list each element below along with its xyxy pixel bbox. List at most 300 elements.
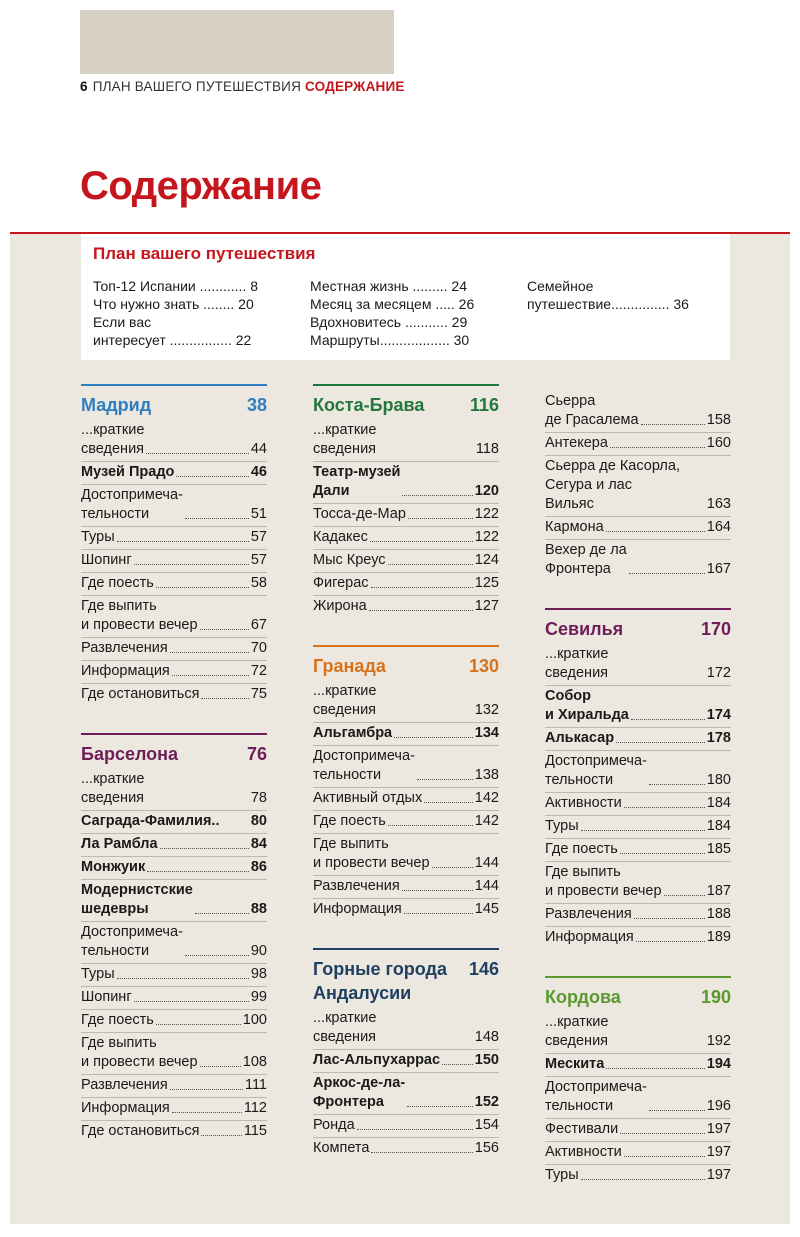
entry-page: 86 <box>250 859 267 875</box>
entry-title: Кармона <box>545 519 604 535</box>
dot-leader <box>160 848 249 849</box>
entry-page: 84 <box>250 836 267 852</box>
entry-page: 99 <box>250 989 267 1005</box>
section-title: Мадрид <box>81 395 152 415</box>
toc-section <box>545 391 731 581</box>
dot-leader <box>634 918 705 919</box>
entry-title: Развлечения <box>545 906 632 922</box>
dot-leader <box>417 779 473 780</box>
entry-page: 154 <box>474 1117 499 1133</box>
toc-entry[interactable] <box>545 1119 731 1142</box>
entry-title: Где поесть <box>313 813 386 829</box>
toc-entry[interactable] <box>545 517 731 540</box>
section-title: Гранада <box>313 656 386 676</box>
toc-entry[interactable] <box>81 527 267 550</box>
entry-title: Где остановиться <box>81 1123 200 1139</box>
toc-entry[interactable] <box>313 876 499 899</box>
toc-entry[interactable] <box>81 420 267 462</box>
toc-section <box>313 948 499 1160</box>
toc-entry[interactable] <box>81 684 267 706</box>
entry-title: Информация <box>81 663 170 679</box>
entry-page: 178 <box>706 730 731 746</box>
dot-leader <box>636 941 705 942</box>
section-heading[interactable] <box>545 608 731 644</box>
entry-page: 122 <box>474 506 499 522</box>
entry-page: 111 <box>244 1077 267 1093</box>
toc-entry[interactable] <box>313 681 499 723</box>
page-number: 6 <box>80 79 88 94</box>
entry-page: 134 <box>474 725 499 741</box>
plan-line[interactable]: Местная жизнь ......... 24 <box>310 278 467 294</box>
toc-entry[interactable] <box>81 987 267 1010</box>
entry-page: 145 <box>474 901 499 917</box>
entry-title: Где выпить и провести вечер <box>545 864 662 899</box>
toc-entry[interactable] <box>313 834 499 876</box>
dot-leader <box>156 587 249 588</box>
dot-leader <box>170 652 249 653</box>
entry-title: Аркос-де-ла- Фронтера <box>313 1075 406 1110</box>
plan-line[interactable]: интересует ................ 22 <box>93 332 252 348</box>
dot-leader <box>201 698 248 699</box>
dot-leader <box>200 1066 241 1067</box>
entry-title: Фигерас <box>313 575 369 591</box>
dot-leader <box>620 1133 705 1134</box>
dot-leader <box>156 1024 241 1025</box>
dot-leader <box>117 541 249 542</box>
toc-entry[interactable] <box>545 816 731 839</box>
entry-page: 158 <box>706 412 731 428</box>
toc-column-1 <box>81 384 267 1170</box>
entry-title: Саграда-Фамилия.. <box>81 813 220 829</box>
toc-entry[interactable] <box>545 862 731 904</box>
toc-entry[interactable] <box>81 638 267 661</box>
entry-page: 138 <box>474 767 499 783</box>
entry-page: 142 <box>474 813 499 829</box>
dot-leader <box>185 955 249 956</box>
dot-leader <box>432 867 473 868</box>
dot-leader <box>624 1156 705 1157</box>
toc-entry[interactable] <box>81 1010 267 1033</box>
toc-entry[interactable] <box>313 746 499 788</box>
dot-leader <box>147 871 249 872</box>
dot-leader <box>185 518 249 519</box>
entry-page: 197 <box>706 1144 731 1160</box>
dot-leader <box>649 1110 705 1111</box>
entry-title: Достопримеча- тельности <box>81 487 183 522</box>
section-heading[interactable] <box>545 976 731 1012</box>
toc-entry[interactable] <box>81 661 267 684</box>
entry-page: 118 <box>475 441 499 457</box>
entry-page: 70 <box>250 640 267 656</box>
section-heading[interactable] <box>313 948 499 1008</box>
toc-entry[interactable] <box>81 1075 267 1098</box>
section-page: 146 <box>468 959 499 979</box>
dot-leader <box>629 573 705 574</box>
dot-leader <box>134 564 249 565</box>
entry-page: 44 <box>250 441 267 457</box>
dot-leader <box>407 1106 473 1107</box>
entry-title: Лас-Альпухаррас <box>313 1052 441 1068</box>
entry-title: Где выпить и провести вечер <box>313 836 430 871</box>
entry-title: Модернистские шедевры <box>81 882 193 917</box>
entry-page: 100 <box>242 1012 267 1028</box>
entry-page: 67 <box>250 617 267 633</box>
entry-title: Тосса-де-Мар <box>313 506 406 522</box>
toc-section <box>81 384 267 706</box>
entry-page: 185 <box>706 841 731 857</box>
entry-page: 196 <box>706 1098 731 1114</box>
dot-leader <box>424 802 473 803</box>
toc-entry[interactable] <box>545 433 731 456</box>
entry-page: 160 <box>706 435 731 451</box>
toc-entry[interactable] <box>545 1142 731 1165</box>
toc-entry[interactable] <box>545 1077 731 1119</box>
entry-page: 72 <box>250 663 267 679</box>
entry-title: Шопинг <box>81 989 132 1005</box>
entry-page: 184 <box>706 818 731 834</box>
entry-title: Где поесть <box>81 1012 154 1028</box>
entry-title: Где поесть <box>545 841 618 857</box>
toc-entry[interactable] <box>81 596 267 638</box>
section-heading[interactable] <box>313 645 499 681</box>
plan-box <box>81 234 730 360</box>
entry-page: 188 <box>706 906 731 922</box>
toc-entry[interactable] <box>313 504 499 527</box>
entry-title: ...краткие сведения <box>313 422 377 457</box>
entry-page: 150 <box>474 1052 499 1068</box>
dot-leader <box>664 895 705 896</box>
entry-title: Сьерра де Грасалема <box>545 393 639 428</box>
entry-title: Где выпить и провести вечер <box>81 598 198 633</box>
entry-title: ...краткие сведения <box>313 1010 377 1045</box>
dot-leader <box>201 1135 241 1136</box>
entry-page: 174 <box>706 707 731 723</box>
plan-title: План вашего путешествия <box>93 244 316 263</box>
toc-entry[interactable] <box>313 899 499 921</box>
plan-line[interactable]: Топ-12 Испании ............ 8 <box>93 278 258 294</box>
entry-page: 51 <box>250 506 267 522</box>
toc-entry[interactable] <box>81 834 267 857</box>
entry-page: 58 <box>250 575 267 591</box>
section-page: 130 <box>468 656 499 676</box>
entry-page: 197 <box>706 1167 731 1183</box>
dot-leader <box>606 1068 704 1069</box>
dot-leader <box>620 853 705 854</box>
entry-title: Туры <box>545 1167 579 1183</box>
entry-title: Информация <box>313 901 402 917</box>
toc-entry[interactable] <box>313 1050 499 1073</box>
section-title: Коста-Брава <box>313 395 425 415</box>
plan-line[interactable]: Вдохновитесь ........... 29 <box>310 314 468 330</box>
toc-entry[interactable] <box>81 857 267 880</box>
plan-line[interactable]: Месяц за месяцем ..... 26 <box>310 296 475 312</box>
dot-leader <box>408 518 473 519</box>
section-title: Горные города Андалусии <box>313 959 447 1003</box>
toc-entry[interactable] <box>545 927 731 949</box>
toc-column-2 <box>313 384 499 1187</box>
dot-leader <box>402 495 472 496</box>
toc-section <box>313 645 499 921</box>
dot-leader <box>442 1064 473 1065</box>
dot-leader <box>616 742 705 743</box>
section-page: 116 <box>469 395 499 415</box>
entry-title: Вехер де ла Фронтера <box>545 542 627 577</box>
entry-title: Активный отдых <box>313 790 423 806</box>
toc-entry[interactable] <box>81 485 267 527</box>
toc-entry[interactable] <box>313 811 499 834</box>
entry-page: 127 <box>474 598 499 614</box>
toc-entry[interactable] <box>545 686 731 728</box>
toc-entry[interactable] <box>81 1121 267 1143</box>
plan-line[interactable]: Маршруты.................. 30 <box>310 332 470 348</box>
entry-page: 112 <box>243 1100 267 1116</box>
section-heading[interactable] <box>81 384 267 420</box>
toc-entry[interactable] <box>81 462 267 485</box>
toc-entry[interactable] <box>81 769 267 811</box>
dot-leader <box>388 564 473 565</box>
entry-title: Где остановиться <box>81 686 200 702</box>
entry-page: 152 <box>474 1094 499 1110</box>
entry-page: 156 <box>474 1140 499 1156</box>
entry-title: Ронда <box>313 1117 355 1133</box>
dot-leader <box>606 531 705 532</box>
page-title: Содержание <box>80 164 322 208</box>
toc-entry[interactable] <box>81 964 267 987</box>
plan-column-2 <box>310 277 492 349</box>
toc-entry[interactable] <box>313 723 499 746</box>
toc-section <box>81 733 267 1143</box>
entry-title: Развлечения <box>81 640 168 656</box>
entry-page: 78 <box>250 790 267 806</box>
running-head <box>80 79 405 94</box>
toc-entry[interactable] <box>81 573 267 596</box>
toc-column-3 <box>545 391 731 1214</box>
plan-line[interactable]: Если вас <box>93 314 152 330</box>
dot-leader <box>172 675 249 676</box>
dot-leader <box>369 610 473 611</box>
entry-page: 75 <box>250 686 267 702</box>
running-section: СОДЕРЖАНИЕ <box>305 79 405 94</box>
toc-entry[interactable] <box>81 1033 267 1075</box>
toc-section <box>313 384 499 618</box>
entry-title: Монжуик <box>81 859 146 875</box>
plan-line[interactable]: путешествие............... 36 <box>527 296 689 312</box>
entry-page: 184 <box>706 795 731 811</box>
entry-page: 46 <box>250 464 267 480</box>
toc-entry[interactable] <box>545 644 731 686</box>
entry-title: ...краткие сведения <box>545 1014 609 1049</box>
dot-leader <box>146 453 248 454</box>
entry-title: Альгамбра <box>313 725 393 741</box>
dot-leader <box>370 541 473 542</box>
dot-leader <box>357 1129 473 1130</box>
entry-title: Мыс Креус <box>313 552 386 568</box>
dot-leader <box>134 1001 249 1002</box>
entry-page: 194 <box>706 1056 731 1072</box>
entry-title: Достопримеча- тельности <box>313 748 415 783</box>
toc-entry[interactable] <box>81 550 267 573</box>
entry-page: 172 <box>706 665 731 681</box>
entry-page: 132 <box>474 702 499 718</box>
dot-leader <box>610 447 705 448</box>
entry-page: 189 <box>706 929 731 945</box>
entry-page: 144 <box>474 855 499 871</box>
section-page: 76 <box>246 744 267 764</box>
entry-page: 192 <box>706 1033 731 1049</box>
header-image-block <box>80 10 394 74</box>
dot-leader <box>631 719 705 720</box>
dot-leader <box>404 913 473 914</box>
plan-line[interactable]: Что нужно знать ........ 20 <box>93 296 254 312</box>
dot-leader <box>624 807 705 808</box>
dot-leader <box>581 830 705 831</box>
section-page: 190 <box>700 987 731 1007</box>
entry-title: Туры <box>81 966 115 982</box>
entry-page: 57 <box>250 552 267 568</box>
entry-title: Достопримеча- тельности <box>545 1079 647 1114</box>
dot-leader <box>117 978 249 979</box>
plan-line[interactable]: Семейное <box>527 278 594 294</box>
toc-entry[interactable] <box>545 793 731 816</box>
entry-page: 197 <box>706 1121 731 1137</box>
entry-page: 142 <box>474 790 499 806</box>
section-title: Кордова <box>545 987 621 1007</box>
dot-leader <box>170 1089 243 1090</box>
toc-entry[interactable] <box>545 1054 731 1077</box>
entry-page: 125 <box>474 575 499 591</box>
entry-title: Компета <box>313 1140 370 1156</box>
entry-page: 98 <box>250 966 267 982</box>
entry-title: Активности <box>545 795 622 811</box>
toc-section <box>545 976 731 1187</box>
toc-entry[interactable] <box>545 728 731 751</box>
entry-title: Достопримеча- тельности <box>81 924 183 959</box>
dot-leader <box>649 784 705 785</box>
entry-title: Антекера <box>545 435 608 451</box>
entry-title: Мескита <box>545 1056 605 1072</box>
toc-entry[interactable] <box>545 904 731 927</box>
entry-page: 80 <box>250 813 267 829</box>
entry-title: ...краткие сведения <box>545 646 609 681</box>
dot-leader <box>641 424 705 425</box>
entry-page: 115 <box>243 1123 267 1139</box>
plan-column-3 <box>527 277 709 313</box>
dot-leader <box>388 825 473 826</box>
toc-entry[interactable] <box>313 550 499 573</box>
entry-title: Информация <box>545 929 634 945</box>
entry-page: 108 <box>242 1054 267 1070</box>
entry-title: Достопримеча- тельности <box>545 753 647 788</box>
entry-title: Туры <box>81 529 115 545</box>
entry-title: ...краткие сведения <box>313 683 377 718</box>
entry-page: 163 <box>706 496 731 512</box>
entry-title: ...краткие сведения <box>81 422 145 457</box>
dot-leader <box>172 1112 242 1113</box>
toc-entry[interactable] <box>313 462 499 504</box>
entry-page: 57 <box>250 529 267 545</box>
entry-title: Музей Прадо <box>81 464 175 480</box>
entry-page: 167 <box>706 561 731 577</box>
entry-page: 144 <box>474 878 499 894</box>
entry-title: ...краткие сведения <box>81 771 145 806</box>
dot-leader <box>200 629 249 630</box>
toc-entry[interactable] <box>313 1115 499 1138</box>
entry-page: 88 <box>250 901 267 917</box>
entry-title: Кадакес <box>313 529 368 545</box>
toc-entry[interactable] <box>545 1165 731 1187</box>
entry-title: Где поесть <box>81 575 154 591</box>
dot-leader <box>394 737 473 738</box>
entry-title: Развлечения <box>313 878 400 894</box>
dot-leader <box>371 1152 472 1153</box>
toc-entry[interactable] <box>313 1008 499 1050</box>
entry-title: Театр-музей Дали <box>313 464 401 499</box>
toc-entry[interactable] <box>81 880 267 922</box>
entry-title: Туры <box>545 818 579 834</box>
entry-title: Сьерра де Касорла, Сегура и лас Вильяс <box>545 458 680 512</box>
toc-entry[interactable] <box>313 527 499 550</box>
toc-entry[interactable] <box>81 811 267 834</box>
entry-page: 90 <box>250 943 267 959</box>
toc-entry[interactable] <box>81 922 267 964</box>
toc-entry[interactable] <box>545 839 731 862</box>
toc-entry[interactable] <box>313 1073 499 1115</box>
entry-title: Шопинг <box>81 552 132 568</box>
entry-title: Собор и Хиральда <box>545 688 629 723</box>
dot-leader <box>371 587 473 588</box>
entry-title: Развлечения <box>81 1077 168 1093</box>
toc-entry[interactable] <box>545 391 731 433</box>
section-page: 38 <box>246 395 267 415</box>
section-heading[interactable] <box>313 384 499 420</box>
toc-entry[interactable] <box>313 596 499 618</box>
toc-entry[interactable] <box>545 456 731 517</box>
entry-title: Ла Рамбла <box>81 836 158 852</box>
toc-entry[interactable] <box>81 1098 267 1121</box>
dot-leader <box>402 890 473 891</box>
toc-section <box>545 608 731 949</box>
entry-page: 148 <box>474 1029 499 1045</box>
section-page: 170 <box>700 619 731 639</box>
entry-title: Активности <box>545 1144 622 1160</box>
entry-page: 122 <box>474 529 499 545</box>
entry-title: Фестивали <box>545 1121 619 1137</box>
dot-leader <box>581 1179 705 1180</box>
entry-page: 180 <box>706 772 731 788</box>
plan-column-1 <box>93 277 275 349</box>
section-title: Севилья <box>545 619 624 639</box>
dot-leader <box>176 476 248 477</box>
toc-entry[interactable] <box>313 788 499 811</box>
entry-page: 187 <box>706 883 731 899</box>
dot-leader <box>195 913 249 914</box>
entry-title: Жирона <box>313 598 367 614</box>
toc-entry[interactable] <box>313 1138 499 1160</box>
toc-entry[interactable] <box>313 420 499 462</box>
entry-title: Алькасар <box>545 730 615 746</box>
toc-entry[interactable] <box>545 751 731 793</box>
section-title: Барселона <box>81 744 179 764</box>
toc-entry[interactable] <box>545 1012 731 1054</box>
toc-entry[interactable] <box>313 573 499 596</box>
entry-page: 164 <box>706 519 731 535</box>
section-heading[interactable] <box>81 733 267 769</box>
entry-page: 124 <box>474 552 499 568</box>
entry-title: Где выпить и провести вечер <box>81 1035 198 1070</box>
running-title: ПЛАН ВАШЕГО ПУТЕШЕСТВИЯ <box>92 79 302 94</box>
entry-page: 120 <box>474 483 499 499</box>
toc-entry[interactable] <box>545 540 731 581</box>
